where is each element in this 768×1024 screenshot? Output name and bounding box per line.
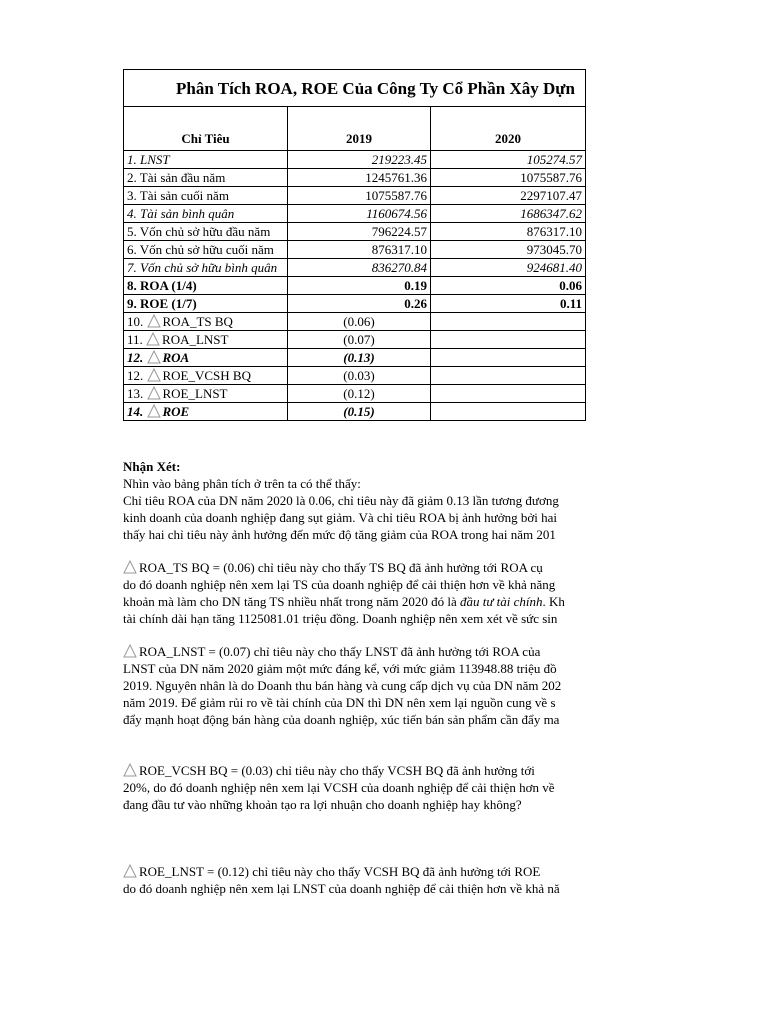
row-label: 1. LNST	[124, 151, 288, 169]
row-label: 12. ROA	[124, 349, 288, 367]
table-row	[124, 403, 586, 421]
table-row	[124, 241, 586, 259]
cell-2019: 0.26	[288, 295, 431, 313]
delta-icon	[147, 368, 161, 382]
empty-cell	[431, 349, 586, 367]
table-title: Phân Tích ROA, ROE Của Công Ty Cổ Phần Xây Dựn	[124, 70, 586, 107]
table-row	[124, 187, 586, 205]
table-row	[124, 277, 586, 295]
row-label: 8. ROA (1/4)	[124, 277, 288, 295]
table-row	[124, 295, 586, 313]
notes-heading: Nhận Xét:	[123, 459, 181, 474]
notes-line: 20%, do đó doanh nghiệp nên xem lại VCSH của doanh nghiệp để cải thiện hơn về	[123, 780, 555, 795]
cell-2020: 876317.10	[431, 223, 586, 241]
notes-line: LNST của DN năm 2020 giảm một mức đáng kể, với mức giảm 113948.88 triệu đồ	[123, 661, 557, 676]
delta-value: (0.06)	[288, 313, 431, 331]
row-label: 5. Vốn chủ sở hữu đầu năm	[124, 223, 288, 241]
cell-2019: 219223.45	[288, 151, 431, 169]
delta-icon	[147, 350, 161, 364]
row-label: 13. ROE_LNST	[124, 385, 288, 403]
table-row	[124, 223, 586, 241]
cell-2019: 1160674.56	[288, 205, 431, 223]
notes-line: tài chính dài hạn tăng 1125081.01 triệu đồng. Doanh nghiệp nên xem xét về sức sin	[123, 611, 558, 626]
cell-2020: 2297107.47	[431, 187, 586, 205]
table-row	[124, 349, 586, 367]
notes-line: ROE_VCSH BQ = (0.03) chỉ tiêu này cho thấy VCSH BQ đã ảnh hưởng tới	[123, 762, 585, 779]
row-label: 3. Tài sản cuối năm	[124, 187, 288, 205]
analysis-sheet	[123, 69, 585, 421]
delta-value: (0.15)	[288, 403, 431, 421]
cell-2019: 796224.57	[288, 223, 431, 241]
cell-2020: 1686347.62	[431, 205, 586, 223]
column-header-indicator: Chỉ Tiêu	[124, 107, 288, 151]
row-label: 4. Tài sản bình quân	[124, 205, 288, 223]
notes-line: ROA_LNST = (0.07) chỉ tiêu này cho thấy LNST đã ảnh hưởng tới ROA của	[123, 643, 585, 660]
row-label: 7. Vốn chủ sở hữu bình quân	[124, 259, 288, 277]
delta-icon	[147, 386, 161, 400]
notes-line: Chỉ tiêu ROA của DN năm 2020 là 0.06, chỉ tiêu này đã giảm 0.13 lần tương đương	[123, 493, 559, 508]
delta-icon	[123, 864, 137, 878]
row-label: 12. ROE_VCSH BQ	[124, 367, 288, 385]
notes-line: do đó doanh nghiệp nên xem lại TS của doanh nghiệp để cải thiện hơn về khả năng	[123, 577, 556, 592]
notes-line: khoản mà làm cho DN tăng TS nhiều nhất trong năm 2020 đó là đầu tư tài chính. Kh	[123, 594, 565, 609]
table-row	[124, 331, 586, 349]
cell-2020: 924681.40	[431, 259, 586, 277]
notes-line: ROE_LNST = (0.12) chỉ tiêu này cho thấy VCSH BQ đã ảnh hưởng tới ROE	[123, 863, 585, 880]
notes-line: thấy hai chỉ tiêu này ảnh hưởng đến mức độ tăng giảm của ROA trong hai năm 201	[123, 527, 556, 542]
delta-value: (0.13)	[288, 349, 431, 367]
delta-value: (0.12)	[288, 385, 431, 403]
table-row	[124, 367, 586, 385]
delta-value: (0.03)	[288, 367, 431, 385]
column-header-2020: 2020	[431, 107, 586, 151]
delta-icon	[147, 314, 161, 328]
table-row	[124, 259, 586, 277]
empty-cell	[431, 331, 586, 349]
row-label: 14. ROE	[124, 403, 288, 421]
notes-line: 2019. Nguyên nhân là do Doanh thu bán hàng và cung cấp dịch vụ của DN năm 202	[123, 678, 562, 693]
notes-intro: Nhìn vào bảng phân tích ở trên ta có thể thấy:	[123, 476, 361, 491]
table-row	[124, 385, 586, 403]
notes-section	[123, 458, 585, 897]
notes-line: đẩy mạnh hoạt động bán hàng của doanh nghiệp, xúc tiến bán sản phẩm cần đẩy ma	[123, 712, 560, 727]
cell-2019: 836270.84	[288, 259, 431, 277]
empty-cell	[431, 403, 586, 421]
delta-icon	[147, 404, 161, 418]
column-header-2019: 2019	[288, 107, 431, 151]
row-label: 2. Tài sản đầu năm	[124, 169, 288, 187]
cell-2019: 1245761.36	[288, 169, 431, 187]
notes-line: đang đầu tư vào những khoản tạo ra lợi nhuận cho doanh nghiệp hay không?	[123, 797, 522, 812]
roa-roe-table	[123, 69, 586, 421]
row-label: 9. ROE (1/7)	[124, 295, 288, 313]
cell-2020: 973045.70	[431, 241, 586, 259]
empty-cell	[431, 385, 586, 403]
delta-icon	[123, 763, 137, 777]
notes-line: năm 2019. Để giảm rủi ro về tài chính của DN thì DN nên xem lại nguồn cung về s	[123, 695, 556, 710]
delta-icon	[123, 560, 137, 574]
table-row	[124, 313, 586, 331]
cell-2020: 0.06	[431, 277, 586, 295]
empty-cell	[431, 367, 586, 385]
notes-line: do đó doanh nghiệp nên xem lại LNST của doanh nghiệp để cải thiện hơn về khả nă	[123, 881, 560, 896]
cell-2020: 1075587.76	[431, 169, 586, 187]
cell-2019: 1075587.76	[288, 187, 431, 205]
cell-2020: 105274.57	[431, 151, 586, 169]
row-label: 11. ROA_LNST	[124, 331, 288, 349]
delta-icon	[123, 644, 137, 658]
delta-value: (0.07)	[288, 331, 431, 349]
cell-2019: 0.19	[288, 277, 431, 295]
cell-2020: 0.11	[431, 295, 586, 313]
empty-cell	[431, 313, 586, 331]
table-row	[124, 205, 586, 223]
row-label: 10. ROA_TS BQ	[124, 313, 288, 331]
table-row	[124, 151, 586, 169]
table-row	[124, 169, 586, 187]
row-label: 6. Vốn chủ sở hữu cuối năm	[124, 241, 288, 259]
cell-2019: 876317.10	[288, 241, 431, 259]
notes-line: kinh doanh của doanh nghiệp đang sụt giảm. Và chỉ tiêu ROA bị ảnh hưởng bởi hai	[123, 510, 557, 525]
delta-icon	[146, 332, 160, 346]
notes-line: ROA_TS BQ = (0.06) chỉ tiêu này cho thấy TS BQ đã ảnh hưởng tới ROA cụ	[123, 559, 585, 576]
